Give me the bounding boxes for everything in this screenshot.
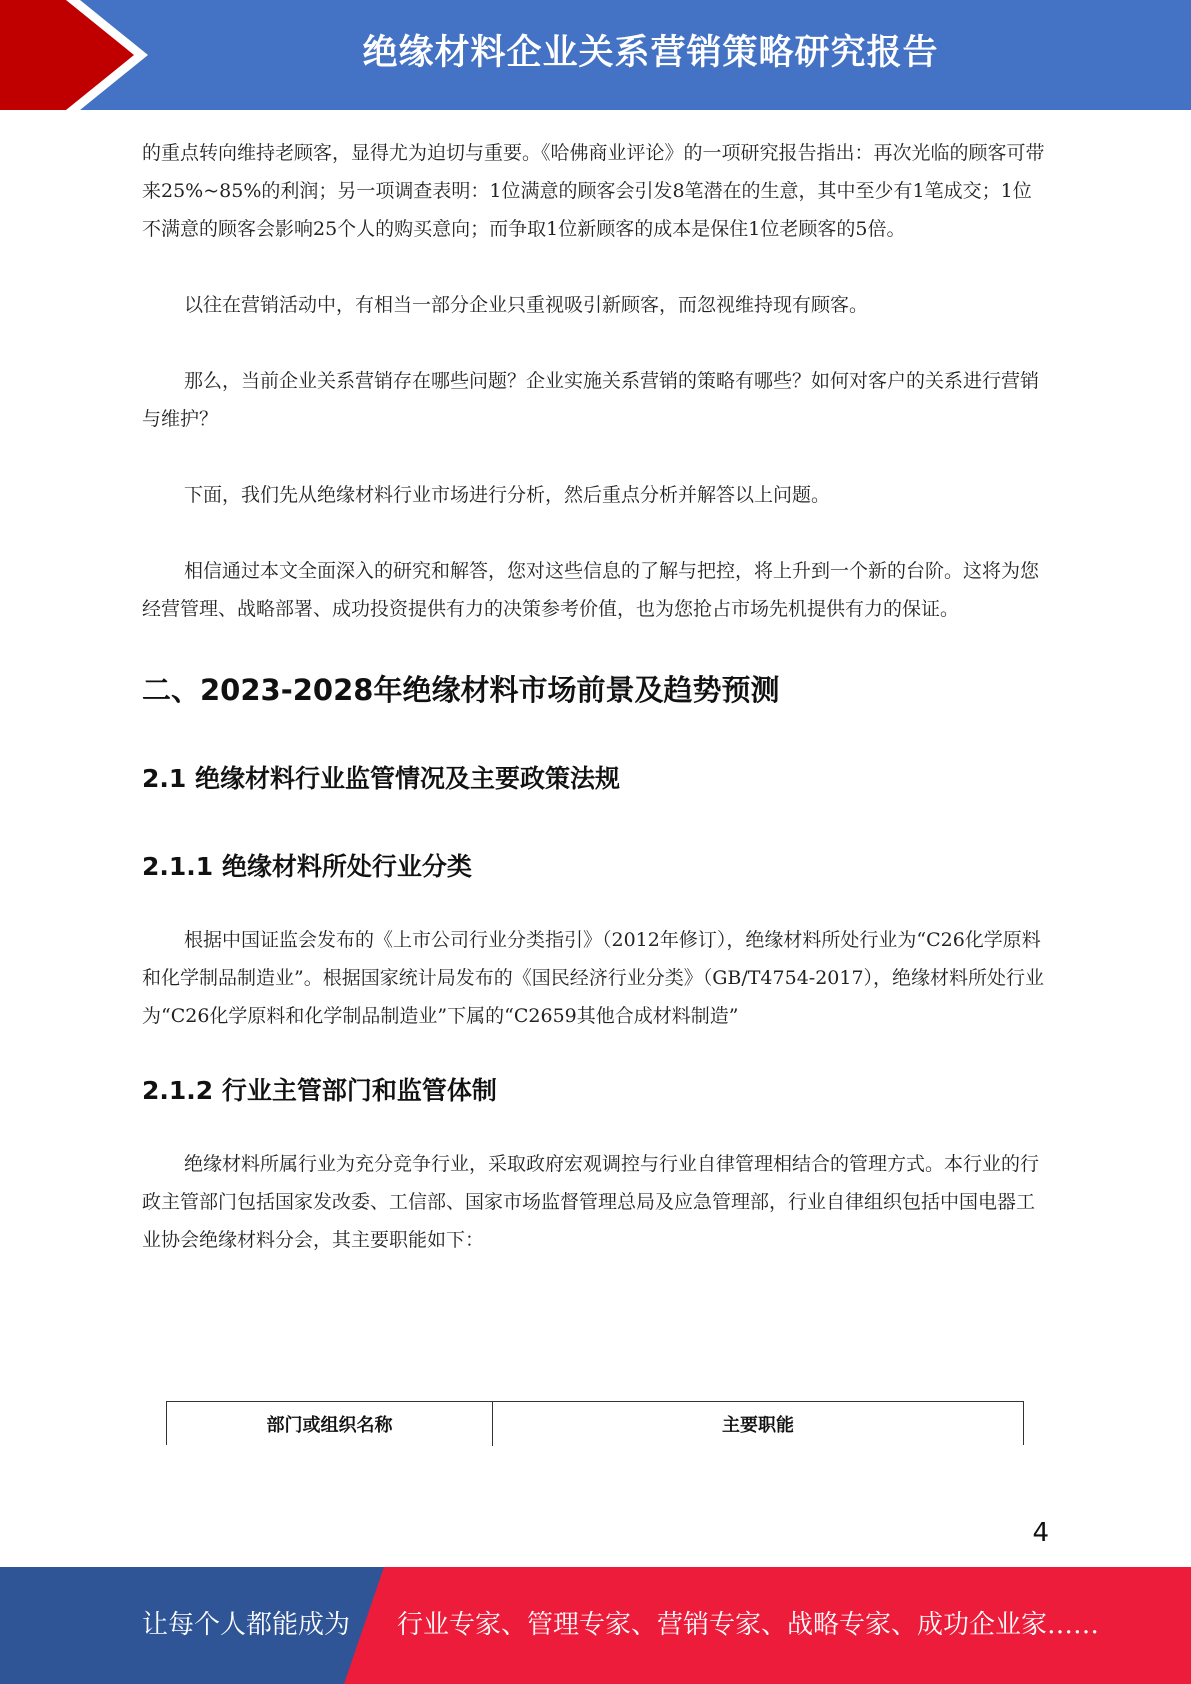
paragraph: 那么，当前企业关系营销存在哪些问题？企业实施关系营销的策略有哪些？如何对客户的关系进行营销与维护？: [142, 370, 1040, 430]
subsubsection-heading: 2.1.2 行业主管部门和监管体制: [142, 1076, 497, 1105]
paragraph: 下面，我们先从绝缘材料行业市场进行分析，然后重点分析并解答以上问题。: [184, 484, 831, 506]
section-heading: 二、2023-2028年绝缘材料市场前景及趋势预测: [142, 673, 780, 707]
table-header-cell: 部门或组织名称: [167, 1402, 493, 1446]
footer-slogan-left: 让每个人都能成为: [142, 1610, 351, 1640]
paragraph: 绝缘材料所属行业为充分竞争行业，采取政府宏观调控与行业自律管理相结合的管理方式。本行业的行政主管部门包括国家发改委、工信部、国家市场监督管理总局及应急管理部，行业自律组织包括中国电器工业协会绝缘材料分会，其主要职能如下：: [142, 1153, 1040, 1251]
subsection-heading: 2.1 绝缘材料行业监管情况及主要政策法规: [142, 764, 620, 793]
paragraph: 以往在营销活动中，有相当一部分企业只重视吸引新顾客，而忽视维持现有顾客。: [184, 294, 869, 316]
header-title: 绝缘材料企业关系营销策略研究报告: [362, 33, 939, 73]
table-header-cell: 主要职能: [722, 1415, 794, 1436]
page-header: [0, 0, 1191, 110]
paragraph: 的重点转向维持老顾客，显得尤为迫切与重要。《哈佛商业评论》的一项研究报告指出：再次光临的顾客可带来25%~85%的利润；另一项调查表明：1位满意的顾客会引发8笔潜在的生意，其中至少有1笔成交；1位不满意的顾客会影响25个人的购买意向；而争取1位新顾客的成本是保住1位老顾客的5倍。: [142, 142, 1045, 240]
paragraph: 根据中国证监会发布的《上市公司行业分类指引》（2012年修订），绝缘材料所处行业为“C26化学原料和化学制品制造业”。根据国家统计局发布的《国民经济行业分类》（GB/T4754-2017），绝缘材料所处行业为“C26化学原料和化学制品制造业”下属的“C2659其他合成材料制造”: [142, 929, 1045, 1027]
footer-slogan-right: 行业专家、管理专家、营销专家、战略专家、成功企业家……: [397, 1610, 1100, 1640]
subsubsection-heading: 2.1.1 绝缘材料所处行业分类: [142, 852, 472, 881]
functions-table: [166, 1401, 1024, 1445]
page-footer: [0, 1567, 1191, 1684]
main-content: [142, 134, 1048, 1259]
paragraph: 相信通过本文全面深入的研究和解答，您对这些信息的了解与把控，将上升到一个新的台阶。这将为您经营管理、战略部署、成功投资提供有力的决策参考价值，也为您抢占市场先机提供有力的保证。: [142, 560, 1040, 620]
page-number: 4: [1032, 1518, 1049, 1548]
